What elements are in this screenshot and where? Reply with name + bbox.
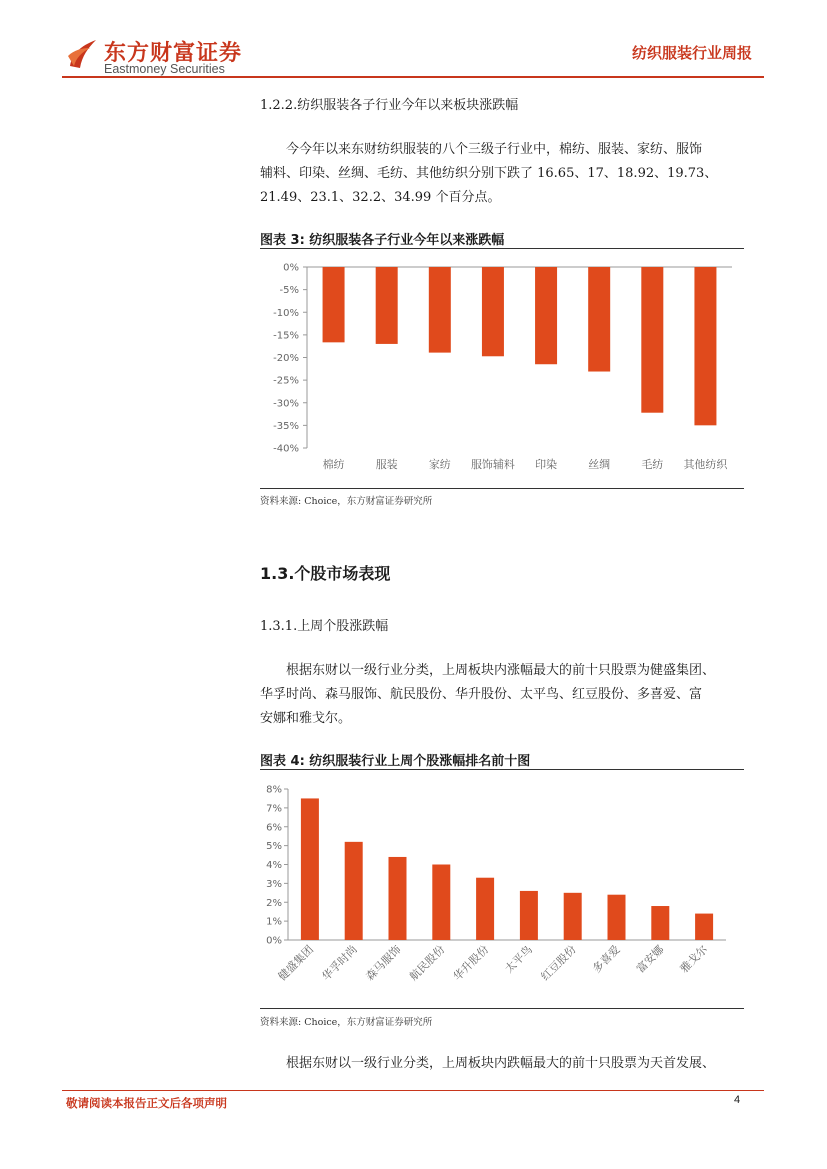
bar-服装 <box>376 267 398 344</box>
logo-text-en: Eastmoney Securities <box>104 62 225 76</box>
paragraph-subindustry-performance <box>260 138 765 210</box>
x-category-label: 多喜爱 <box>590 942 623 976</box>
y-tick-label: 7% <box>266 803 282 815</box>
page-number: 4 <box>734 1094 741 1106</box>
figure-3-bar-chart <box>260 252 744 482</box>
y-tick-label: 2% <box>266 897 282 909</box>
y-tick-label: 3% <box>266 878 282 890</box>
paragraph-top-gainers <box>260 659 765 731</box>
report-title: 纺织服装行业周报 <box>631 44 752 62</box>
y-tick-label: -30% <box>273 398 299 410</box>
bar-丝绸 <box>588 267 610 372</box>
subsection-heading-1-2-2: 1.2.2.纺织服装各子行业今年以来板块涨跌幅 <box>260 98 519 113</box>
logo-text-cn: 东方财富证券 <box>104 41 243 66</box>
bar-印染 <box>535 267 557 364</box>
x-category-label: 太平鸟 <box>502 942 536 976</box>
y-tick-label: -20% <box>273 353 299 364</box>
x-category-label: 健盛集团 <box>275 942 317 984</box>
figure-4-bar-chart <box>260 773 744 1005</box>
section-heading-1-3: 1.3.个股市场表现 <box>260 564 391 583</box>
x-category-label: 航民股份 <box>407 942 448 984</box>
bar-家纺 <box>429 267 451 353</box>
bar-森马服饰 <box>389 857 407 940</box>
y-tick-label: 6% <box>266 822 282 834</box>
bar-棉纺 <box>323 267 345 342</box>
paragraph-line: 21.49、23.1、32.2、34.99 个百分点。 <box>260 190 501 205</box>
bar-航民股份 <box>432 865 450 941</box>
figure-4-bottom-rule <box>260 1008 744 1009</box>
header-divider <box>62 76 764 78</box>
y-tick-label: 8% <box>266 784 282 796</box>
paragraph-line: 根据东财以一级行业分类，上周板块内跌幅最大的前十只股票为天首发展、 <box>286 1056 716 1071</box>
subsection-heading-1-3-1: 1.3.1.上周个股涨跌幅 <box>260 619 389 634</box>
x-category-label: 棉纺 <box>322 458 345 471</box>
x-category-label: 华孚时尚 <box>319 942 360 984</box>
figure-3-source: 资料来源: Choice，东方财富证券研究所 <box>260 496 433 507</box>
x-category-label: 毛纺 <box>641 458 664 471</box>
x-category-label: 服饰辅料 <box>470 458 515 471</box>
footer-disclaimer-note: 敬请阅读本报告正文后各项声明 <box>66 1096 227 1110</box>
paragraph-line: 辅料、印染、丝绸、毛纺、其他纺织分别下跌了 16.65、17、18.92、19.73、 <box>260 166 718 181</box>
x-category-label: 雅戈尔 <box>677 942 711 976</box>
y-tick-label: -25% <box>273 375 299 387</box>
x-category-label: 丝绸 <box>588 458 611 471</box>
paragraph-line: 安娜和雅戈尔。 <box>260 711 352 726</box>
bar-华升股份 <box>476 878 494 940</box>
y-tick-label: -35% <box>273 420 299 432</box>
y-tick-label: 5% <box>266 841 282 853</box>
x-category-label: 红豆股份 <box>538 942 579 984</box>
y-tick-label: -5% <box>279 285 299 297</box>
bar-红豆股份 <box>564 893 582 940</box>
bar-雅戈尔 <box>695 914 713 940</box>
bar-华孚时尚 <box>345 842 363 940</box>
bar-多喜爱 <box>608 895 626 940</box>
y-tick-label: -10% <box>273 307 299 319</box>
x-category-label: 富安娜 <box>633 942 667 976</box>
paragraph-line: 根据东财以一级行业分类，上周板块内涨幅最大的前十只股票为健盛集团、 <box>286 663 716 678</box>
figure-4-top-rule <box>260 769 744 770</box>
x-category-label: 森马服饰 <box>363 942 404 984</box>
figure-3-bottom-rule <box>260 488 744 489</box>
figure-4-title: 图表 4: 纺织服装行业上周个股涨幅排名前十图 <box>260 754 531 769</box>
paragraph-line: 华孚时尚、森马服饰、航民股份、华升股份、太平鸟、红豆股份、多喜爱、富 <box>260 687 703 702</box>
paragraph-line: 今今年以来东财纺织服装的八个三级子行业中，棉纺、服装、家纺、服饰 <box>286 142 703 157</box>
footer-divider <box>62 1090 764 1091</box>
y-tick-label: 0% <box>283 262 299 274</box>
x-category-label: 华升股份 <box>450 942 492 984</box>
y-tick-label: 0% <box>266 935 282 947</box>
bar-健盛集团 <box>301 798 319 940</box>
y-tick-label: -40% <box>273 443 299 455</box>
x-category-label: 印染 <box>535 458 558 471</box>
x-category-label: 服装 <box>375 458 398 471</box>
figure-3-title: 图表 3: 纺织服装各子行业今年以来涨跌幅 <box>260 233 505 248</box>
eastmoney-logo-icon <box>66 36 100 72</box>
y-tick-label: 1% <box>266 916 282 928</box>
x-category-label: 家纺 <box>428 458 451 471</box>
paragraph-top-losers <box>260 1052 765 1076</box>
figure-4-source: 资料来源: Choice，东方财富证券研究所 <box>260 1017 433 1028</box>
y-tick-label: 4% <box>266 860 282 871</box>
y-tick-label: -15% <box>273 330 299 342</box>
bar-其他纺织 <box>694 267 716 425</box>
bar-太平鸟 <box>520 891 538 940</box>
bar-服饰辅料 <box>482 267 504 356</box>
bar-富安娜 <box>651 906 669 940</box>
bar-毛纺 <box>641 267 663 413</box>
figure-3-top-rule <box>260 248 744 249</box>
x-category-label: 其他纺织 <box>683 458 728 471</box>
